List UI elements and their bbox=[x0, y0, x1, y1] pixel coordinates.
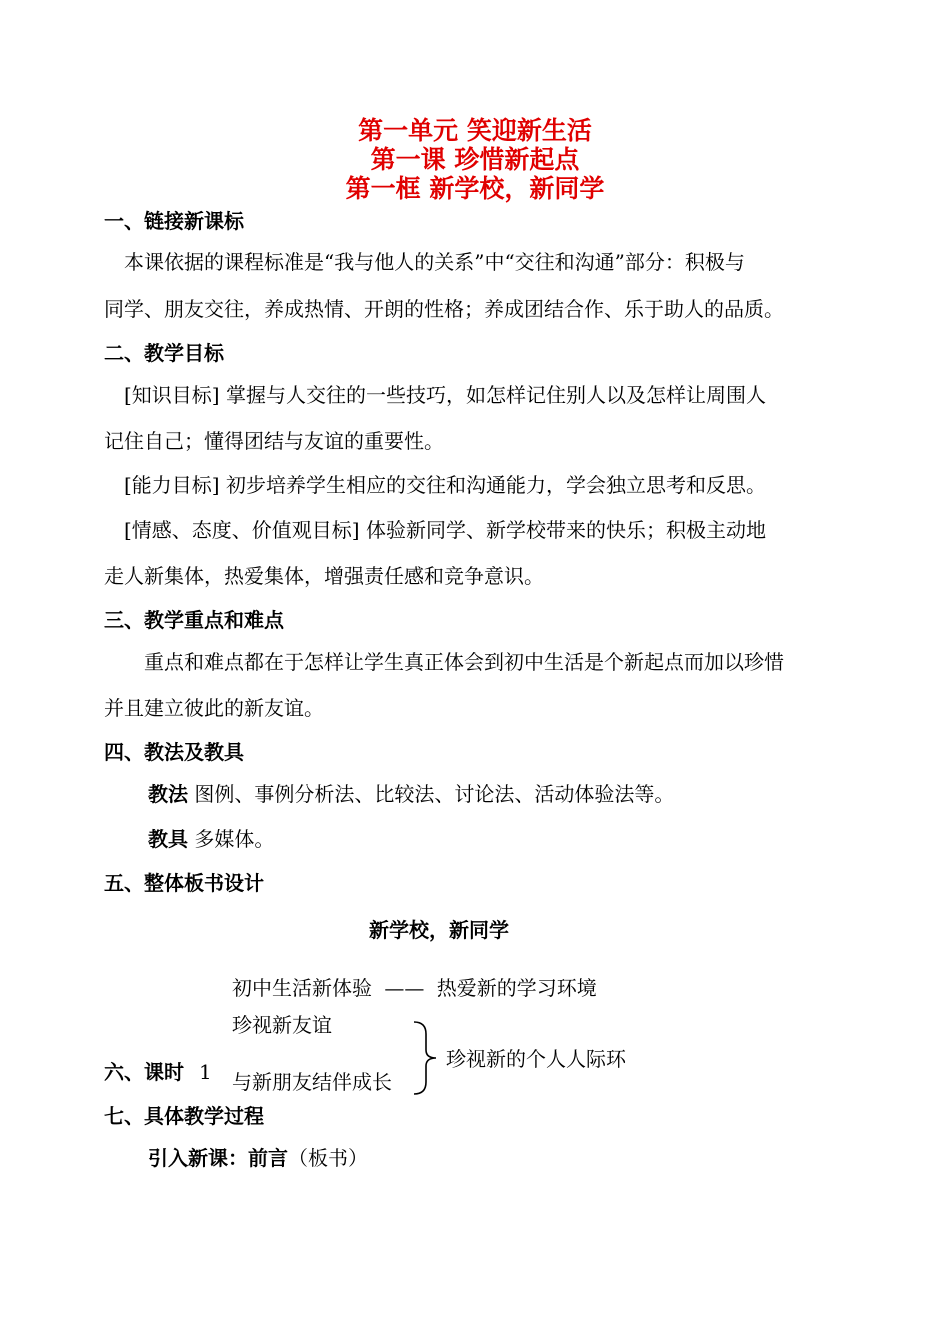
section-1-heading: 一、链接新课标 bbox=[104, 209, 244, 233]
section-3-heading: 三、教学重点和难点 bbox=[104, 608, 284, 632]
board-brace-text: 珍视新的个人人际环 bbox=[446, 1047, 626, 1071]
board-row-2: 珍视新友谊 bbox=[232, 1013, 332, 1037]
section-6-heading bbox=[104, 1056, 212, 1085]
section-3-line-2: 并且建立彼此的新友谊。 bbox=[104, 696, 324, 720]
intro-note: （板书） bbox=[288, 1146, 368, 1170]
teaching-method-label: 教法 bbox=[148, 782, 188, 806]
teaching-tool bbox=[148, 823, 274, 852]
board-row-1-right: 热爱新的学习环境 bbox=[436, 976, 597, 1000]
board-row-1-left: 初中生活新体验 bbox=[232, 976, 372, 1000]
teaching-method bbox=[148, 778, 674, 807]
board-row-1 bbox=[232, 972, 597, 1001]
knowledge-goal-line-2: 记住自己；懂得团结与友谊的重要性。 bbox=[104, 429, 444, 453]
emotion-goal-line-1: [情感、态度、价值观目标] 体验新同学、新学校带来的快乐；积极主动地 bbox=[124, 518, 766, 542]
teaching-tool-text: 多媒体。 bbox=[194, 827, 275, 851]
intro-label: 引入新课：前言 bbox=[148, 1146, 288, 1170]
section-1-line-1: 本课依据的课程标准是“我与他人的关系”中“交往和沟通”部分：积极与 bbox=[124, 250, 745, 274]
frame-title: 第一框 新学校，新同学 bbox=[345, 174, 605, 203]
board-title: 新学校，新同学 bbox=[369, 918, 509, 942]
board-row-3: 与新朋友结伴成长 bbox=[232, 1070, 392, 1094]
unit-title: 第一单元 笑迎新生活 bbox=[358, 116, 592, 145]
intro-new-lesson bbox=[148, 1142, 368, 1171]
emotion-goal-line-2: 走人新集体，热爱集体，增强责任感和竞争意识。 bbox=[104, 564, 544, 588]
section-1-line-2: 同学、朋友交往，养成热情、开朗的性格；养成团结合作、乐于助人的品质。 bbox=[104, 297, 784, 321]
right-brace-icon bbox=[410, 1020, 440, 1096]
section-5-heading: 五、整体板书设计 bbox=[104, 871, 264, 895]
teaching-method-text: 图例、事例分析法、比较法、讨论法、活动体验法等。 bbox=[194, 782, 675, 806]
teaching-tool-label: 教具 bbox=[148, 827, 188, 851]
section-7-heading: 七、具体教学过程 bbox=[104, 1104, 264, 1128]
lesson-title: 第一课 珍惜新起点 bbox=[370, 145, 580, 174]
board-row-1-dash: —— bbox=[384, 976, 425, 1000]
knowledge-goal-line-1: [知识目标] 掌握与人交往的一些技巧，如怎样记住别人以及怎样让周围人 bbox=[124, 383, 766, 407]
ability-goal: [能力目标] 初步培养学生相应的交往和沟通能力，学会独立思考和反思。 bbox=[124, 473, 766, 497]
section-2-heading: 二、教学目标 bbox=[104, 341, 224, 365]
section-6-heading-text: 六、课时 bbox=[104, 1060, 184, 1084]
class-hours-value: 1 bbox=[198, 1060, 212, 1084]
section-4-heading: 四、教法及教具 bbox=[104, 740, 244, 764]
section-3-line-1: 重点和难点都在于怎样让学生真正体会到初中生活是个新起点而加以珍惜 bbox=[144, 650, 784, 674]
